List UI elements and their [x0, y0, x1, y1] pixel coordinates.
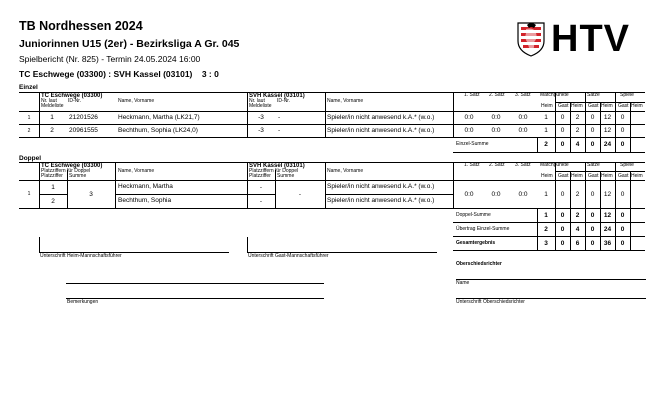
guest-player-name: Spieler/in nicht anwesend k.A.* (w.o.)	[327, 197, 435, 204]
home-player-name: Bechthum, Sophia (LK24,0)	[118, 127, 198, 134]
games-home: 12	[603, 114, 612, 121]
remarks-label: Bemerkungen	[67, 299, 99, 305]
heim-label: Heim	[631, 173, 643, 179]
matchpoints-guest: 0	[560, 127, 565, 134]
matchpoints-guest: 0	[560, 190, 565, 198]
sets-home: 2	[575, 127, 580, 134]
carry-sets-guest: 0	[590, 225, 595, 233]
home-player-name: Bechthum, Sophia	[118, 197, 172, 204]
guest-col-pz2-label: Platzziffer	[249, 173, 271, 179]
section-einzel: Einzel	[19, 84, 38, 91]
doppel-guest-team: SVH Kassel (03101)	[249, 163, 305, 169]
guest-player-nr: -3	[258, 127, 264, 134]
guest-player-name: Spieler/in nicht anwesend k.A.* (w.o.)	[327, 127, 435, 134]
sum-games-home: 12	[603, 211, 612, 219]
games-home: 12	[603, 127, 612, 134]
heim-label: Heim	[631, 103, 643, 109]
guest-player-id: -	[278, 114, 281, 121]
set3-score: 0:0	[518, 190, 528, 198]
gast-label: Gast	[588, 173, 599, 179]
gast-label: Gast	[618, 103, 629, 109]
sets-home: 2	[575, 190, 580, 198]
matchpoints-guest: 0	[560, 114, 565, 121]
guest-signature-label: Unterschrift Gast-Mannschaftsführer	[248, 253, 329, 259]
col-nr-label: Nr. laut Meldeliste	[41, 98, 64, 110]
games-guest: 0	[620, 114, 625, 121]
sum-matchpoints-home: 1	[544, 211, 548, 219]
sum-matchpoints-guest: 0	[560, 211, 565, 219]
einzel-sum-label: Einzel-Summe	[456, 141, 489, 147]
referee-signature-label: Unterschrift Oberschiedsrichter	[456, 299, 525, 305]
sets-guest: 0	[590, 127, 595, 134]
saetze-label: Sätze	[587, 162, 600, 168]
guest-player-name: Spieler/in nicht anwesend k.A.* (w.o.)	[327, 183, 435, 190]
carry-matchpoints-guest: 0	[560, 225, 565, 233]
home-player-nr: 1	[50, 114, 54, 121]
matchpunkte-label: Matchpunkte	[540, 92, 569, 98]
total-games-guest: 0	[620, 239, 625, 247]
einzel-guest-team: SVH Kassel (03101)	[249, 93, 305, 99]
heim-label: Heim	[541, 173, 553, 179]
sum-sets-home: 4	[575, 141, 580, 148]
home-pz-2: 2	[51, 197, 55, 205]
carry-games-home: 24	[603, 225, 612, 233]
set3-score: 0:0	[518, 127, 528, 134]
total-matchpoints-home: 3	[544, 239, 548, 247]
page-title: TB Nordhessen 2024	[19, 19, 143, 33]
sum-matchpoints-guest: 0	[560, 141, 565, 148]
heim-label: Heim	[601, 103, 613, 109]
sum-matchpoints-home: 2	[544, 141, 548, 148]
matchpoints-home: 1	[544, 127, 548, 134]
col-id-label: ID-Nr.	[68, 98, 82, 104]
hessen-lion-icon	[514, 21, 548, 57]
home-player-name: Heckmann, Martha (LK21,7)	[118, 114, 200, 121]
doppel-home-team: TC Eschwege (03300)	[41, 163, 103, 169]
guest-pz-1: -	[259, 183, 263, 191]
set2-score: 0:0	[491, 190, 501, 198]
heim-label: Heim	[541, 103, 553, 109]
league-title: Juniorinnen U15 (2er) - Bezirksliga A Gr. 045	[19, 38, 240, 50]
set1-label: 1. Satz	[464, 162, 480, 168]
carry-games-guest: 0	[620, 225, 625, 233]
set3-label: 3. Satz	[515, 162, 531, 168]
games-guest: 0	[620, 190, 625, 198]
matchpoints-home: 1	[544, 190, 548, 198]
games-home: 12	[603, 190, 612, 198]
match-result: TC Eschwege (03300) : SVH Kassel (03101) 3 : 0	[19, 69, 219, 79]
col-name-label: Name, Vorname	[118, 98, 155, 104]
set2-score: 0:0	[491, 114, 501, 121]
gast-label: Gast	[558, 173, 569, 179]
guest-player-id: -	[278, 127, 281, 134]
set1-label: 1. Satz	[464, 92, 480, 98]
col-pz-label: Platzziffern für Doppel	[41, 168, 91, 174]
set2-score: 0:0	[491, 127, 501, 134]
set1-score: 0:0	[464, 190, 474, 198]
home-player-nr: 2	[50, 127, 54, 134]
guest-col-name-label: Name, Vorname	[327, 98, 364, 104]
einzel-row-number: 1	[27, 114, 31, 121]
guest-col-sum-label: Summe	[277, 173, 295, 179]
home-pz-sum: 3	[89, 190, 93, 198]
sets-guest: 0	[590, 190, 595, 198]
set3-score: 0:0	[518, 114, 528, 121]
referee-name-label: Name	[456, 280, 470, 286]
htv-logo	[514, 20, 644, 60]
carry-label: Übertrag Einzel-Summe	[456, 226, 510, 232]
guest-pz-2: -	[259, 197, 263, 205]
carry-sets-home: 4	[575, 225, 580, 233]
matchpunkte-label: Matchpunkte	[540, 162, 569, 168]
carry-matchpoints-home: 2	[544, 225, 548, 233]
gast-label: Gast	[558, 103, 569, 109]
spiele-label: Spiele	[620, 162, 634, 168]
col-sum-label: Summe	[69, 173, 87, 179]
sets-home: 2	[575, 114, 580, 121]
doppel-sum-label: Doppel-Summe	[456, 212, 491, 218]
home-player-name: Heckmann, Martha	[118, 183, 173, 190]
home-signature-label: Unterschrift Heim-Mannschaftsführer	[40, 253, 122, 259]
sets-guest: 0	[590, 114, 595, 121]
einzel-home-team: TC Eschwege (03300)	[41, 93, 103, 99]
home-player-id: 21201526	[69, 114, 98, 121]
guest-col-pz-label: Platzziffern für Doppel	[249, 168, 299, 174]
set2-label: 2. Satz	[489, 92, 505, 98]
games-guest: 0	[620, 127, 625, 134]
set3-label: 3. Satz	[515, 92, 531, 98]
sum-games-home: 24	[603, 141, 612, 148]
heim-label: Heim	[571, 173, 583, 179]
home-player-id: 20961555	[69, 127, 98, 134]
matchpoints-home: 1	[544, 114, 548, 121]
sum-sets-guest: 0	[590, 141, 595, 148]
guest-player-name: Spieler/in nicht anwesend k.A.* (w.o.)	[327, 114, 435, 121]
guest-pz-sum: -	[298, 190, 302, 198]
guest-col-nr-label: Nr. laut Meldeliste	[249, 98, 272, 110]
col-pz2-label: Platzziffer	[41, 173, 63, 179]
sum-games-guest: 0	[620, 211, 625, 219]
sum-sets-home: 2	[575, 211, 580, 219]
set1-score: 0:0	[464, 114, 474, 121]
saetze-label: Sätze	[587, 92, 600, 98]
guest-player-nr: -3	[258, 114, 264, 121]
doppel-row-number: 1	[27, 191, 31, 197]
heim-label: Heim	[571, 103, 583, 109]
sum-sets-guest: 0	[590, 211, 595, 219]
total-sets-guest: 0	[590, 239, 595, 247]
sum-games-guest: 0	[620, 141, 625, 148]
total-matchpoints-guest: 0	[560, 239, 565, 247]
home-pz-1: 1	[51, 183, 55, 191]
total-sets-home: 6	[575, 239, 580, 247]
guest-col-name-label: Name, Vorname	[327, 168, 364, 174]
set1-score: 0:0	[464, 127, 474, 134]
guest-col-id-label: ID-Nr.	[277, 98, 291, 104]
logo-text: HTV	[551, 18, 630, 60]
report-info: Spielbericht (Nr. 825) - Termin 24.05.2024 16:00	[19, 54, 201, 64]
total-label: Gesamtergebnis	[456, 240, 496, 246]
heim-label: Heim	[601, 173, 613, 179]
col-name-label: Name, Vorname	[118, 168, 155, 174]
section-doppel: Doppel	[19, 155, 42, 162]
set2-label: 2. Satz	[489, 162, 505, 168]
spiele-label: Spiele	[620, 92, 634, 98]
gast-label: Gast	[588, 103, 599, 109]
gast-label: Gast	[618, 173, 629, 179]
total-games-home: 36	[603, 239, 612, 247]
referee-heading: Oberschiedsrichter	[456, 261, 502, 267]
einzel-row-number: 2	[27, 127, 31, 134]
